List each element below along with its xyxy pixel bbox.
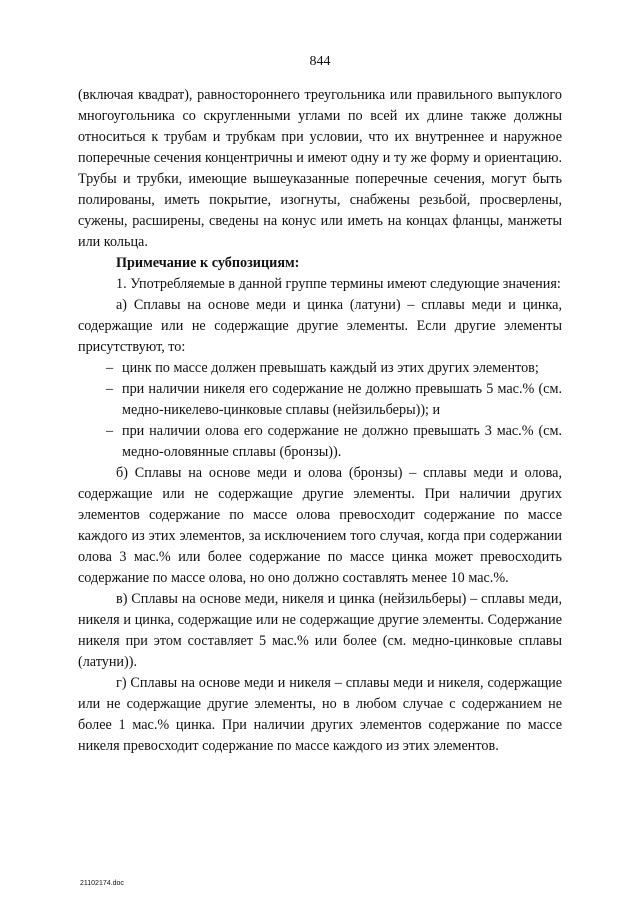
list-item-text: цинк по массе должен превышать каждый из этих других элементов;: [122, 360, 539, 376]
footer-filename: 21102174.doc: [80, 880, 124, 887]
list-item-text: при наличии олова его содержание не должно превышать 3 мас.% (см. медно-оловянные сплавы (бронзы)).: [122, 423, 562, 460]
page-number: 844: [309, 54, 331, 69]
paragraph-b: б) Сплавы на основе меди и олова (бронзы) – сплавы меди и олова, содержащие или не содержащие другие элементы. При наличии других элементов содержание по массе олова превосходит содержание по массе каждого из этих элементов, за исключением того случая, когда при содержании олова 3 мас.% или более содержание по массе цинка может превосходить содержание по массе олова, но оно должно составлять менее 10 мас.%.: [78, 465, 562, 586]
paragraph-a: а) Сплавы на основе меди и цинка (латуни) – сплавы меди и цинка, содержащие или не содержащие другие элементы. Если другие элементы присутствуют, то:: [78, 297, 562, 355]
list-item-text: при наличии никеля его содержание не должно превышать 5 мас.% (см. медно-никелево-цинковые сплавы (нейзильберы)); и: [122, 381, 562, 418]
body-text: [78, 85, 562, 757]
list-item: [106, 358, 562, 379]
intro-paragraph: (включая квадрат), равностороннего треугольника или правильного выпуклого многоугольника со скругленными углами по всей их длине также должны относиться к трубам и трубкам при условии, что их внутреннее и наружное поперечные сечения концентричны и имеют одну и ту же форму и ориентацию. Трубы и трубки, имеющие вышеуказанные поперечные сечения, могут быть полированы, иметь покрытие, изогнуты, снабжены резьбой, просверлены, сужены, расширены, сведены на конус или иметь на концах фланцы, манжеты или кольца.: [78, 87, 562, 250]
list-item: [106, 379, 562, 421]
dash-mark: –: [106, 423, 114, 439]
paragraph-v: в) Сплавы на основе меди, никеля и цинка (нейзильберы) – сплавы меди, никеля и цинка, содержащие или не содержащие другие элементы. Содержание никеля при этом составляет 5 мас.% или более (см. медно-цинковые сплавы (латуни)).: [78, 591, 562, 670]
dash-list: [78, 358, 562, 463]
list-item: [106, 421, 562, 463]
dash-mark: –: [106, 360, 114, 376]
note-heading: Примечание к субпозициям:: [116, 255, 300, 271]
dash-mark: –: [106, 381, 114, 397]
paragraph-1: 1. Употребляемые в данной группе термины имеют следующие значения:: [116, 276, 561, 292]
paragraph-g: г) Сплавы на основе меди и никеля – сплавы меди и никеля, содержащие или не содержащие другие элементы, но в любом случае с содержанием не более 1 мас.% цинка. При наличии других элементов содержание по массе никеля превосходит содержание по массе каждого из этих элементов.: [78, 675, 562, 754]
